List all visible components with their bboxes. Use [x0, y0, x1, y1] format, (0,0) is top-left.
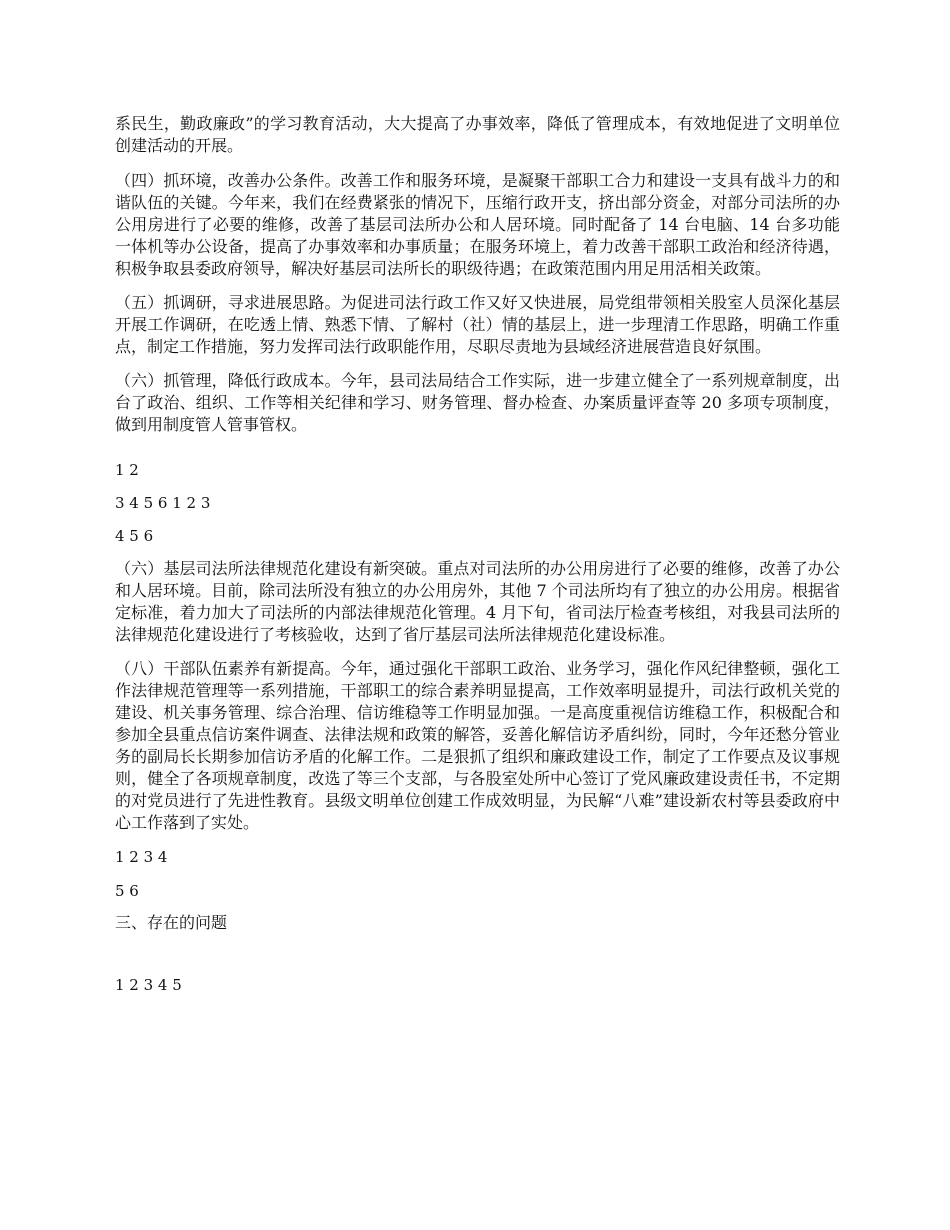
- paragraph-research: （五）抓调研，寻求进展思路。为促进司法行政工作又好又快进展，局党组带领相关股室人员深化基层开展工作调研，在吃透上情、熟悉下情、了解村（社）情的基层上，进一步理清工作思路，明确工作重点，制定工作措施，努力发挥司法行政职能作用，尽职尽责地为县域经济进展营造良好氛围。: [115, 293, 840, 356]
- paragraph-1: 系民生，勤政廉政”的学习教育活动，大大提高了办事效率，降低了管理成本，有效地促进了文明单位创建活动的开展。: [115, 114, 840, 155]
- paragraph-judicial-office: （六）基层司法所法律规范化建设有新突破。重点对司法所的办公用房进行了必要的维修，改善了办公和人居环境。目前，除司法所没有独立的办公用房外，其他 7 个司法所均有了独立的办公用房。根据省定标准，着力加大了司法所的内部法律规范化管理。4 月下旬，省司法厅检查考核组，对我县司法所的法律规范化建设进行了考核验收，达到了省厅基层司法所法律规范化建设标准。: [115, 559, 840, 644]
- number-line-1: 1 2: [115, 461, 139, 479]
- number-line-4: 1 2 3 4: [115, 848, 168, 866]
- number-line-3: 4 5 6: [115, 527, 154, 545]
- number-line-5: 5 6: [115, 882, 139, 900]
- section-heading-problems: 三、存在的问题: [115, 913, 228, 932]
- paragraph-staff-quality: （八）干部队伍素养有新提高。今年，通过强化干部职工政治、业务学习，强化作风纪律整顿，强化工作法律规范管理等一系列措施，干部职工的综合素养明显提高，工作效率明显提升，司法行政机关党的建设、机关事务管理、综合治理、信访维稳等工作明显加强。一是高度重视信访维稳工作，积极配合和参加全县重点信访案件调查、法律法规和政策的解答，妥善化解信访矛盾纠纷，同时，今年还愁分管业务的副局长长期参加信访矛盾的化解工作。二是狠抓了组织和廉政建设工作，制定了工作要点及议事规则，健全了各项规章制度，改选了等三个支部，与各股室处所中心签订了党风廉政建设责任书，不定期的对党员进行了先进性教育。县级文明单位创建工作成效明显，为民解“八难”建设新农村等县委政府中心工作落到了实处。: [115, 659, 840, 832]
- paragraph-management: （六）抓管理，降低行政成本。今年，县司法局结合工作实际，进一步建立健全了一系列规章制度，出台了政治、组织、工作等相关纪律和学习、财务管理、督办检查、办案质量评查等 20 多项专项制度，做到用制度管人管事管权。: [115, 371, 840, 434]
- paragraph-environment: （四）抓环境，改善办公条件。改善工作和服务环境，是凝聚干部职工合力和建设一支具有战斗力的和谐队伍的关键。今年来，我们在经费紧张的情况下，压缩行政开支，挤出部分资金，对部分司法所的办公用房进行了必要的维修，改善了基层司法所办公和人居环境。同时配备了 14 台电脑、14 台多功能一体机等办公设备，提高了办事效率和办事质量；在服务环境上，着力改善干部职工政治和经济待遇，积极争取县委政府领导，解决好基层司法所长的职级待遇；在政策范围内用足用活相关政策。: [115, 171, 840, 278]
- document-page: [115, 113, 840, 996]
- number-line-2: 3 4 5 6 1 2 3: [115, 494, 211, 512]
- number-line-6: 1 2 3 4 5: [115, 976, 182, 994]
